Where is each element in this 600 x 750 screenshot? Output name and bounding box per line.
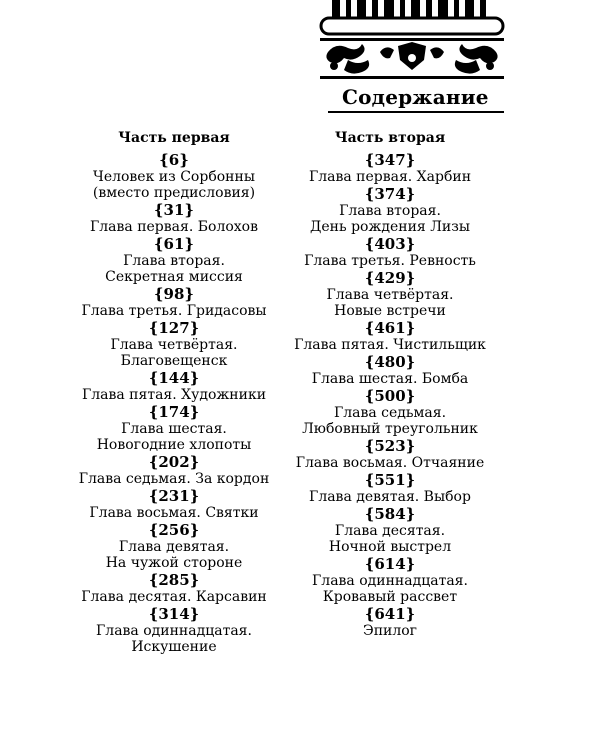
chapter-title: Секретная миссия xyxy=(105,269,243,285)
chapter-title: Глава седьмая. xyxy=(333,405,447,421)
chapter-title: Глава шестая. xyxy=(121,421,227,437)
column-part-two xyxy=(282,128,498,639)
toc-entry xyxy=(282,353,498,387)
heading-underline xyxy=(328,111,504,113)
chapter-title: Глава вторая. xyxy=(339,203,441,219)
chapter-title: Человек из Сорбонны xyxy=(93,169,255,185)
chapter-title: Глава одиннадцатая. xyxy=(312,573,468,589)
page-number: {231} xyxy=(148,487,200,505)
toc-entry xyxy=(62,521,286,571)
toc-entry xyxy=(282,605,498,639)
chapter-title: Глава четвёртая. xyxy=(110,337,238,353)
toc-entry xyxy=(282,269,498,319)
chapter-title: Глава вторая. xyxy=(123,253,225,269)
toc-entry xyxy=(282,437,498,471)
chapter-title: Глава четвёртая. xyxy=(326,287,454,303)
toc-entry xyxy=(282,387,498,437)
chapter-title: День рождения Лизы xyxy=(310,219,470,235)
toc-entry xyxy=(62,369,286,403)
chapter-title: Глава пятая. Художники xyxy=(81,387,267,403)
entry-list xyxy=(282,151,498,639)
page-number: {480} xyxy=(364,353,416,371)
toc-entry xyxy=(62,201,286,235)
page-number: {6} xyxy=(159,151,189,169)
decorative-ornament xyxy=(318,0,506,80)
chapter-title: Искушение xyxy=(131,639,217,655)
page-number: {174} xyxy=(148,403,200,421)
page-number: {144} xyxy=(148,369,200,387)
chapter-title: Глава десятая. Карсавин xyxy=(81,589,267,605)
chapter-title: На чужой стороне xyxy=(105,555,243,571)
page-number: {31} xyxy=(153,201,195,219)
page-title: Содержание xyxy=(342,85,489,109)
chapter-title: Глава десятая. xyxy=(334,523,446,539)
page-number: {202} xyxy=(148,453,200,471)
column-title: Часть вторая xyxy=(334,130,446,146)
page-number: {256} xyxy=(148,521,200,539)
page-number: {403} xyxy=(364,235,416,253)
toc-entry xyxy=(282,319,498,353)
toc-entry xyxy=(62,487,286,521)
toc-entry xyxy=(282,471,498,505)
toc-entry xyxy=(282,185,498,235)
chapter-title: Глава первая. Харбин xyxy=(308,169,472,185)
page-number: {500} xyxy=(364,387,416,405)
page-number: {523} xyxy=(364,437,416,455)
toc-entry xyxy=(62,571,286,605)
toc-entry xyxy=(282,505,498,555)
toc-entry xyxy=(62,453,286,487)
column-title: Часть первая xyxy=(118,130,230,146)
chapter-title: Эпилог xyxy=(362,623,418,639)
column-part-one xyxy=(62,128,286,655)
heading-block xyxy=(328,84,504,113)
entry-list xyxy=(62,151,286,655)
chapter-title: Глава одиннадцатая. xyxy=(96,623,252,639)
chapter-title: Глава третья. Ревность xyxy=(304,253,476,269)
toc-entry xyxy=(62,403,286,453)
chapter-title: Новогодние хлопоты xyxy=(96,437,252,453)
chapter-title: Глава девятая. Выбор xyxy=(309,489,471,505)
chapter-title: Глава третья. Гридасовы xyxy=(81,303,267,319)
page-number: {461} xyxy=(364,319,416,337)
chapter-title: Ночной выстрел xyxy=(328,539,452,555)
chapter-title: Новые встречи xyxy=(334,303,446,319)
page-number: {347} xyxy=(364,151,416,169)
page-number: {429} xyxy=(364,269,416,287)
chapter-title: Любовный треугольник xyxy=(302,421,478,437)
chapter-title: Глава шестая. Бомба xyxy=(311,371,469,387)
chapter-title: Глава восьмая. Святки xyxy=(89,505,259,521)
page-number: {614} xyxy=(364,555,416,573)
page-number: {61} xyxy=(153,235,195,253)
page-number: {641} xyxy=(364,605,416,623)
page-number: {314} xyxy=(148,605,200,623)
chapter-title: Глава пятая. Чистильщик xyxy=(294,337,486,353)
page-number: {285} xyxy=(148,571,200,589)
toc-entry xyxy=(62,605,286,655)
toc-entry xyxy=(62,285,286,319)
chapter-title: (вместо предисловия) xyxy=(92,185,256,201)
toc-entry xyxy=(62,235,286,285)
page-number: {374} xyxy=(364,185,416,203)
page-number: {551} xyxy=(364,471,416,489)
toc-entry xyxy=(62,151,286,201)
chapter-title: Глава седьмая. За кордон xyxy=(78,471,270,487)
chapter-title: Благовещенск xyxy=(120,353,228,369)
page-number: {584} xyxy=(364,505,416,523)
page-number: {98} xyxy=(153,285,195,303)
chapter-title: Кровавый рассвет xyxy=(322,589,458,605)
toc-entry xyxy=(282,151,498,185)
toc-entry xyxy=(282,235,498,269)
chapter-title: Глава восьмая. Отчаяние xyxy=(295,455,485,471)
toc-entry xyxy=(282,555,498,605)
toc-entry xyxy=(62,319,286,369)
chapter-title: Глава девятая. xyxy=(118,539,230,555)
chapter-title: Глава первая. Болохов xyxy=(90,219,258,235)
page-number: {127} xyxy=(148,319,200,337)
